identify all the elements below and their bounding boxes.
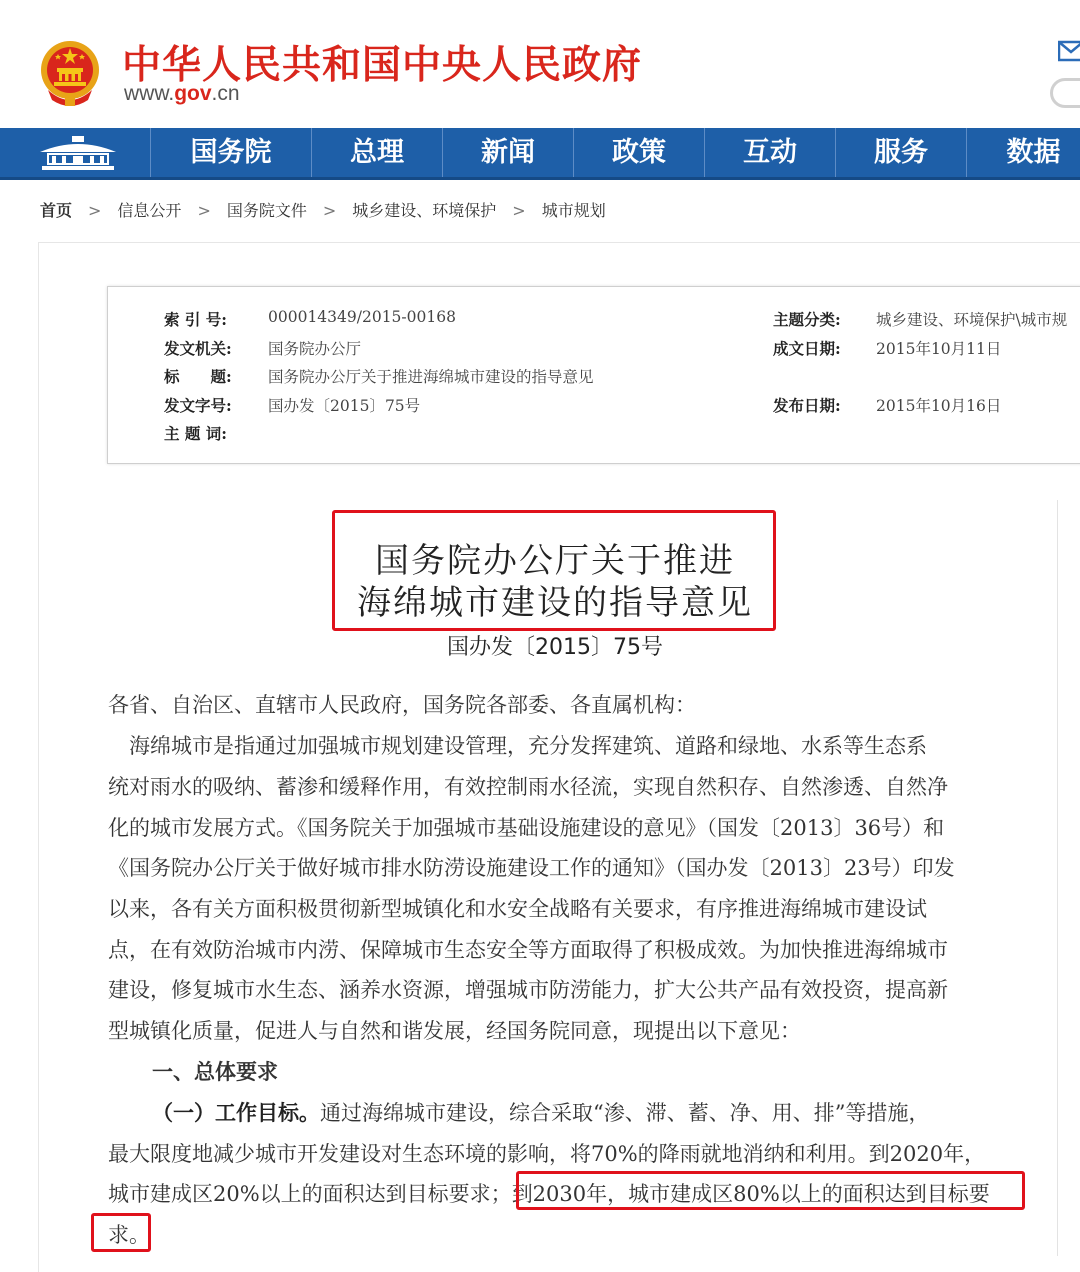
breadcrumb-urban-planning[interactable]: 城市规划 (541, 201, 606, 220)
nav-item-interaction[interactable]: 互动 (704, 128, 835, 177)
goal-line: 求。 (108, 1223, 150, 1247)
breadcrumb-urban-rural[interactable]: 城乡建设、环境保护 (352, 201, 497, 220)
index-number-value: 000014349/2015-00168 (268, 308, 456, 326)
nav-item-policy[interactable]: 政策 (573, 128, 704, 177)
issuer-label: 发文机关: (164, 339, 232, 358)
site-url[interactable] (124, 82, 240, 106)
body-line: 型城镇化质量，促进人与自然和谐发展，经国务院同意，现提出以下意见： (108, 1019, 801, 1043)
building-icon[interactable] (32, 132, 124, 174)
chevron-right-icon: > (88, 201, 102, 220)
chevron-right-icon: > (512, 201, 526, 220)
title-highlight-box (332, 510, 776, 631)
document-number: 国办发〔2015〕75号 (447, 635, 663, 660)
published-date-value: 2015年10月16日 (876, 397, 1002, 415)
nav-item-state-council[interactable]: 国务院 (150, 128, 311, 177)
goal-highlight-box (516, 1171, 1025, 1210)
site-title[interactable]: 中华人民共和国中央人民政府 (122, 43, 643, 88)
search-input[interactable] (1050, 78, 1080, 108)
national-emblem-icon[interactable] (38, 38, 102, 108)
title-label: 标 题: (164, 367, 232, 386)
site-url-prefix: www. (124, 82, 175, 105)
breadcrumb-info-disclosure[interactable]: 信息公开 (117, 201, 182, 220)
section-heading: 一、总体要求 (152, 1059, 278, 1084)
body-line: 《国务院办公厅关于做好城市排水防涝设施建设工作的通知》（国办发〔2013〕23号）印发 (108, 856, 955, 880)
goal-line: 最大限度地减少城市开发建设对生态环境的影响，将70%的降雨就地消纳和利用。到2020年， (108, 1142, 986, 1166)
site-url-domain: gov (174, 82, 212, 105)
goal-heading: （一）工作目标。 (152, 1101, 320, 1125)
goal-line-text: 通过海绵城市建设，综合采取“渗、滞、蓄、净、用、排”等措施， (320, 1101, 930, 1125)
breadcrumb (40, 198, 606, 221)
body-line: 海绵城市是指通过加强城市规划建设管理，充分发挥建筑、道路和绿地、水系等生态系 (108, 734, 927, 758)
body-line: 统对雨水的吸纳、蓄渗和缓释作用，有效控制雨水径流，实现自然积存、自然渗透、自然净 (108, 775, 948, 799)
index-number-label: 索 引 号: (164, 310, 228, 329)
document-title-line-2: 海绵城市建设的指导意见 (357, 583, 753, 623)
nav-item-services[interactable]: 服务 (835, 128, 966, 177)
topic-label: 主题分类: (773, 310, 841, 329)
content-divider (1057, 500, 1058, 1256)
body-line: 建设，修复城市水生态、涵养水资源，增强城市防涝能力，扩大公共产品有效投资，提高新 (108, 978, 948, 1002)
published-date-label: 发布日期: (773, 396, 841, 415)
chevron-right-icon: > (322, 201, 337, 220)
doc-number-label: 发文字号: (164, 396, 232, 415)
main-nav (0, 128, 1080, 180)
chevron-right-icon: > (197, 201, 211, 220)
written-date-value: 2015年10月11日 (876, 340, 1002, 358)
topic-value[interactable]: 城乡建设、环境保护\城市规 (876, 311, 1068, 329)
doc-number-value: 国办发〔2015〕75号 (268, 397, 421, 415)
goal-highlight-box-continued (91, 1213, 151, 1252)
body-line: 化的城市发展方式。《国务院关于加强城市基础设施建设的意见》（国发〔2013〕36号）和 (108, 816, 945, 840)
body-line: 点，在有效防治城市内涝、保障城市生态安全等方面取得了积极成效。为加快推进海绵城市 (108, 938, 948, 962)
goal-2030-target: 到2030年，城市建成区80%以上的面积达到目标要 (511, 1182, 990, 1206)
addressee-line: 各省、自治区、直辖市人民政府，国务院各部委、各直属机构： (108, 693, 696, 717)
body-line: 以来，各有关方面积极贯彻新型城镇化和水安全战略有关要求，有序推进海绵城市建设试 (108, 897, 927, 921)
nav-item-news[interactable]: 新闻 (442, 128, 573, 177)
written-date-label: 成文日期: (773, 339, 841, 358)
mail-icon[interactable] (1058, 40, 1080, 62)
keywords-label: 主 题 词: (164, 424, 228, 443)
breadcrumb-home[interactable]: 首页 (40, 201, 73, 220)
nav-item-data[interactable]: 数据 (966, 128, 1080, 177)
site-header (0, 0, 1080, 128)
site-url-suffix: .cn (211, 82, 240, 105)
breadcrumb-state-council-docs[interactable]: 国务院文件 (226, 201, 307, 220)
goal-line (152, 1097, 929, 1127)
title-value: 国务院办公厅关于推进海绵城市建设的指导意见 (268, 368, 594, 386)
document-title-line-1: 国务院办公厅关于推进 (375, 541, 735, 581)
nav-item-premier[interactable]: 总理 (311, 128, 442, 177)
goal-2020-target: 城市建成区20%以上的面积达到目标要求； (108, 1182, 512, 1206)
issuer-value: 国务院办公厅 (268, 340, 362, 358)
